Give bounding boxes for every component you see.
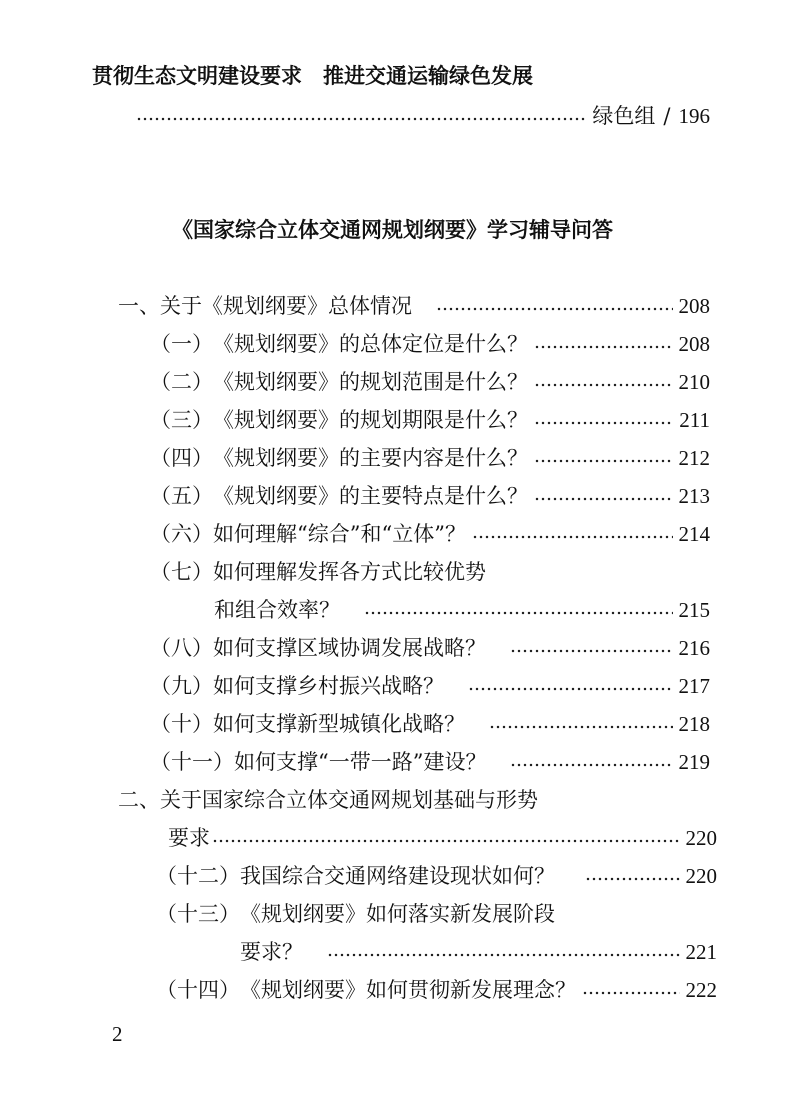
entry-title: 《规划纲要》如何落实新发展阶段: [240, 902, 555, 926]
page-ref: 220: [685, 864, 717, 888]
entry-author: 绿色组: [592, 104, 656, 128]
page-ref: 220: [685, 826, 717, 850]
toc-entry[interactable]: [150, 708, 710, 738]
entry-title: 《规划纲要》如何贯彻新发展理念？: [240, 978, 576, 1002]
entry-title: 如何支撑乡村振兴战略？: [213, 674, 444, 698]
toc-entry[interactable]: [150, 366, 710, 396]
page-ref: 221: [685, 940, 717, 964]
page-ref: 211: [679, 408, 710, 432]
entry-title: 如何理解发挥各方式比较优势: [213, 560, 486, 584]
dot-leader: [436, 307, 673, 311]
entry-number: （十三）: [156, 902, 240, 926]
toc-entry[interactable]: [150, 632, 710, 662]
dot-leader: [585, 877, 680, 881]
page-ref: 196: [678, 104, 710, 128]
dot-leader: [489, 725, 673, 729]
dot-leader: [534, 345, 673, 349]
page-ref: 210: [678, 370, 710, 394]
page-ref: 219: [678, 750, 710, 774]
dot-leader: [364, 611, 673, 615]
entry-title: 贯彻生态文明建设要求 推进交通运输绿色发展: [92, 64, 533, 88]
dot-leader: [534, 459, 673, 463]
toc-entry[interactable]: [150, 328, 710, 358]
toc-entry[interactable]: [118, 784, 710, 814]
entry-title-continued: 和组合效率？: [214, 598, 340, 622]
page-ref: 215: [678, 598, 710, 622]
dot-leader: [534, 383, 673, 387]
page-ref: 208: [678, 294, 710, 318]
entry-title: 《规划纲要》的总体定位是什么？: [213, 332, 528, 356]
page-ref: 217: [678, 674, 710, 698]
slash-separator: /: [663, 104, 671, 128]
entry-title-continued: 要求: [168, 826, 210, 850]
dot-leader: [472, 535, 673, 539]
dot-leader: [212, 839, 680, 843]
toc-entry[interactable]: [150, 746, 710, 776]
entry-title: 如何理解“综合”和“立体”？: [213, 522, 466, 546]
dot-leader: [534, 497, 673, 501]
entry-number: （二）: [150, 370, 213, 394]
section-title: 《国家综合立体交通网规划纲要》学习辅导问答: [172, 218, 613, 242]
entry-number: （三）: [150, 408, 213, 432]
entry-number: 二、: [118, 788, 160, 812]
entry-number: （八）: [150, 636, 213, 660]
toc-entry[interactable]: [150, 518, 710, 548]
toc-entry[interactable]: [156, 974, 717, 1004]
entry-number: （九）: [150, 674, 213, 698]
dot-leader: [327, 953, 680, 957]
toc-entry-continuation[interactable]: [214, 594, 710, 624]
entry-number: （七）: [150, 560, 213, 584]
toc-entry-top-leader-row: [136, 100, 710, 130]
dot-leader: [510, 649, 673, 653]
dot-leader: [468, 687, 673, 691]
toc-entry-top-title: [92, 60, 533, 90]
page-ref: 212: [678, 446, 710, 470]
toc-entry[interactable]: [150, 670, 710, 700]
entry-number: （六）: [150, 522, 213, 546]
entry-number: （五）: [150, 484, 213, 508]
dot-leader: [582, 991, 680, 995]
entry-number: （十）: [150, 712, 213, 736]
toc-entry[interactable]: [150, 480, 710, 510]
page-ref: 213: [678, 484, 710, 508]
page-ref: 208: [678, 332, 710, 356]
page-ref: 222: [685, 978, 717, 1002]
entry-title: 《规划纲要》的主要内容是什么？: [213, 446, 528, 470]
entry-title: 关于国家综合立体交通网规划基础与形势: [160, 788, 538, 812]
toc-entry[interactable]: [156, 860, 717, 890]
entry-number: 一、: [118, 294, 160, 318]
toc-entry[interactable]: [156, 898, 717, 928]
entry-title: 《规划纲要》的规划范围是什么？: [213, 370, 528, 394]
entry-title: 《规划纲要》的规划期限是什么？: [213, 408, 528, 432]
page-ref: 216: [678, 636, 710, 660]
entry-number: （十二）: [156, 864, 240, 888]
entry-title: 我国综合交通网络建设现状如何？: [240, 864, 555, 888]
toc-entry-continuation[interactable]: [168, 822, 717, 852]
entry-number: （十四）: [156, 978, 240, 1002]
entry-title: 如何支撑新型城镇化战略？: [213, 712, 465, 736]
page-number: 2: [112, 1022, 123, 1046]
page-ref: 218: [678, 712, 710, 736]
dot-leader: [510, 763, 672, 767]
entry-title: 《规划纲要》的主要特点是什么？: [213, 484, 528, 508]
page-ref: 214: [678, 522, 710, 546]
entry-number: （一）: [150, 332, 213, 356]
entry-title: 关于《规划纲要》总体情况: [160, 294, 412, 318]
toc-entry-continuation[interactable]: [240, 936, 717, 966]
toc-entry[interactable]: [118, 290, 710, 320]
entry-title: 如何支撑“一带一路”建设？: [234, 750, 487, 774]
dot-leader: [136, 117, 586, 121]
dot-leader: [534, 421, 673, 425]
entry-number: （十一）: [150, 750, 234, 774]
entry-title-continued: 要求？: [240, 940, 303, 964]
entry-number: （四）: [150, 446, 213, 470]
toc-entry[interactable]: [150, 404, 710, 434]
toc-entry[interactable]: [150, 442, 710, 472]
toc-entry[interactable]: [150, 556, 710, 586]
entry-title: 如何支撑区域协调发展战略？: [213, 636, 486, 660]
